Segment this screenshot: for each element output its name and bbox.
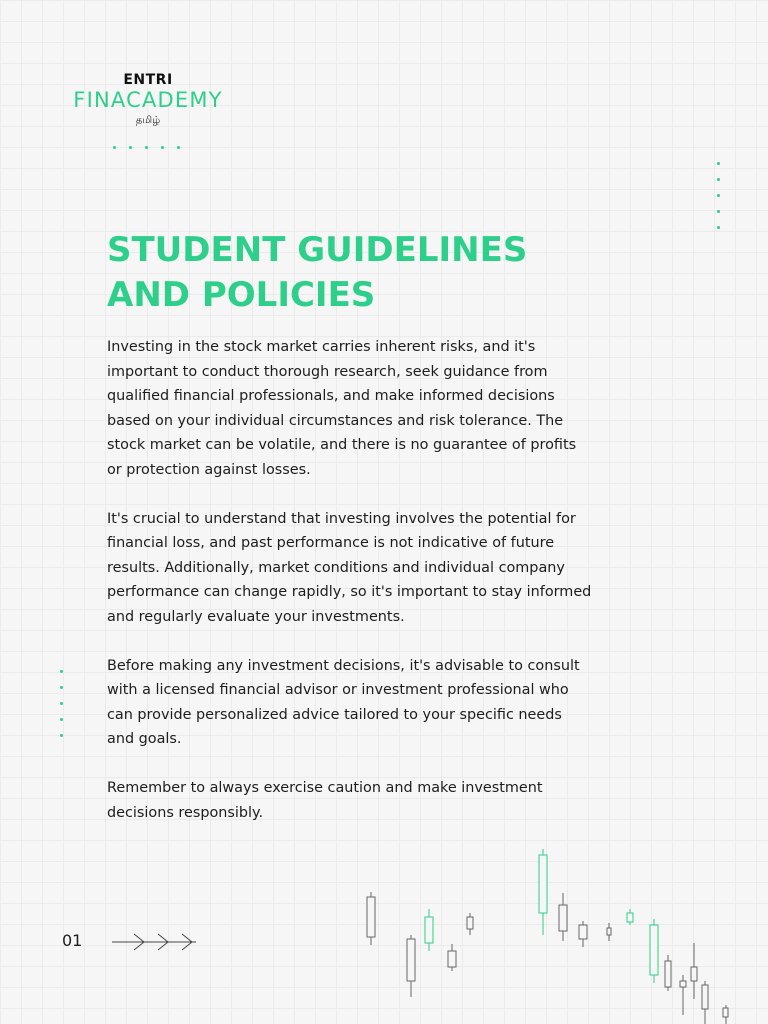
text-line: can provide personalized advice tailored to your specific needs [107, 706, 562, 723]
text-line: or protection against losses. [107, 461, 311, 478]
text-line: performance can change rapidly, so it's important to stay informed [107, 584, 592, 600]
dot [60, 702, 63, 705]
text-line: Remember to always exercise caution and make investment [107, 780, 543, 796]
dot [60, 718, 63, 721]
decorative-dots-horizontal [113, 146, 180, 149]
dot [145, 146, 148, 149]
paragraph-loss [107, 507, 667, 630]
page-number: 01 [62, 931, 83, 950]
dot [717, 210, 720, 213]
dot [113, 146, 116, 149]
text-line: decisions responsibly. [107, 804, 264, 821]
decorative-dots-vertical-right [717, 162, 720, 229]
decorative-dots-vertical-left [60, 670, 63, 737]
text-line: stock market can be volatile, and there is no guarantee of profits [107, 437, 577, 453]
text-line: results. Additionally, market conditions and individual company [107, 559, 565, 576]
text-line: It's crucial to understand that investing involves the potential for [107, 510, 576, 527]
paragraph-advice [107, 654, 667, 752]
dot [60, 686, 63, 689]
guidelines-body [107, 335, 667, 850]
text-line: qualified financial professionals, and make informed decisions [107, 388, 555, 404]
paragraph-caution [107, 776, 667, 825]
text-line: Before making any investment decisions, it's advisable to consult [107, 657, 580, 674]
text-line: and goals. [107, 731, 182, 747]
brand-subtitle: தமிழ் [135, 115, 161, 126]
dot [717, 178, 720, 181]
text-line: based on your individual circumstances and risk tolerance. The [107, 412, 564, 429]
dot [717, 194, 720, 197]
page-title-line-1: STUDENT GUIDELINES [107, 230, 528, 270]
dot [60, 670, 63, 673]
brand-top-text: ENTRI [123, 72, 173, 88]
text-line: with a licensed financial advisor or investment professional who [107, 682, 569, 698]
dot [60, 734, 63, 737]
page-title [107, 228, 667, 318]
text-line: important to conduct thorough research, seek guidance from [107, 363, 548, 380]
dot [129, 146, 132, 149]
paragraph-risks [107, 335, 667, 482]
page-title-line-2: AND POLICIES [107, 275, 376, 315]
text-line: and regularly evaluate your investments. [107, 608, 405, 625]
brand-name: FINACADEMY [73, 88, 223, 112]
dot [717, 226, 720, 229]
dot [717, 162, 720, 165]
candlestick-chart-decoration [355, 845, 735, 1024]
brand-logo [66, 72, 230, 128]
triple-chevron-arrow-icon [112, 932, 202, 952]
dot [177, 146, 180, 149]
dot [161, 146, 164, 149]
text-line: financial loss, and past performance is not indicative of future [107, 535, 555, 551]
text-line: Investing in the stock market carries inherent risks, and it's [107, 339, 536, 355]
